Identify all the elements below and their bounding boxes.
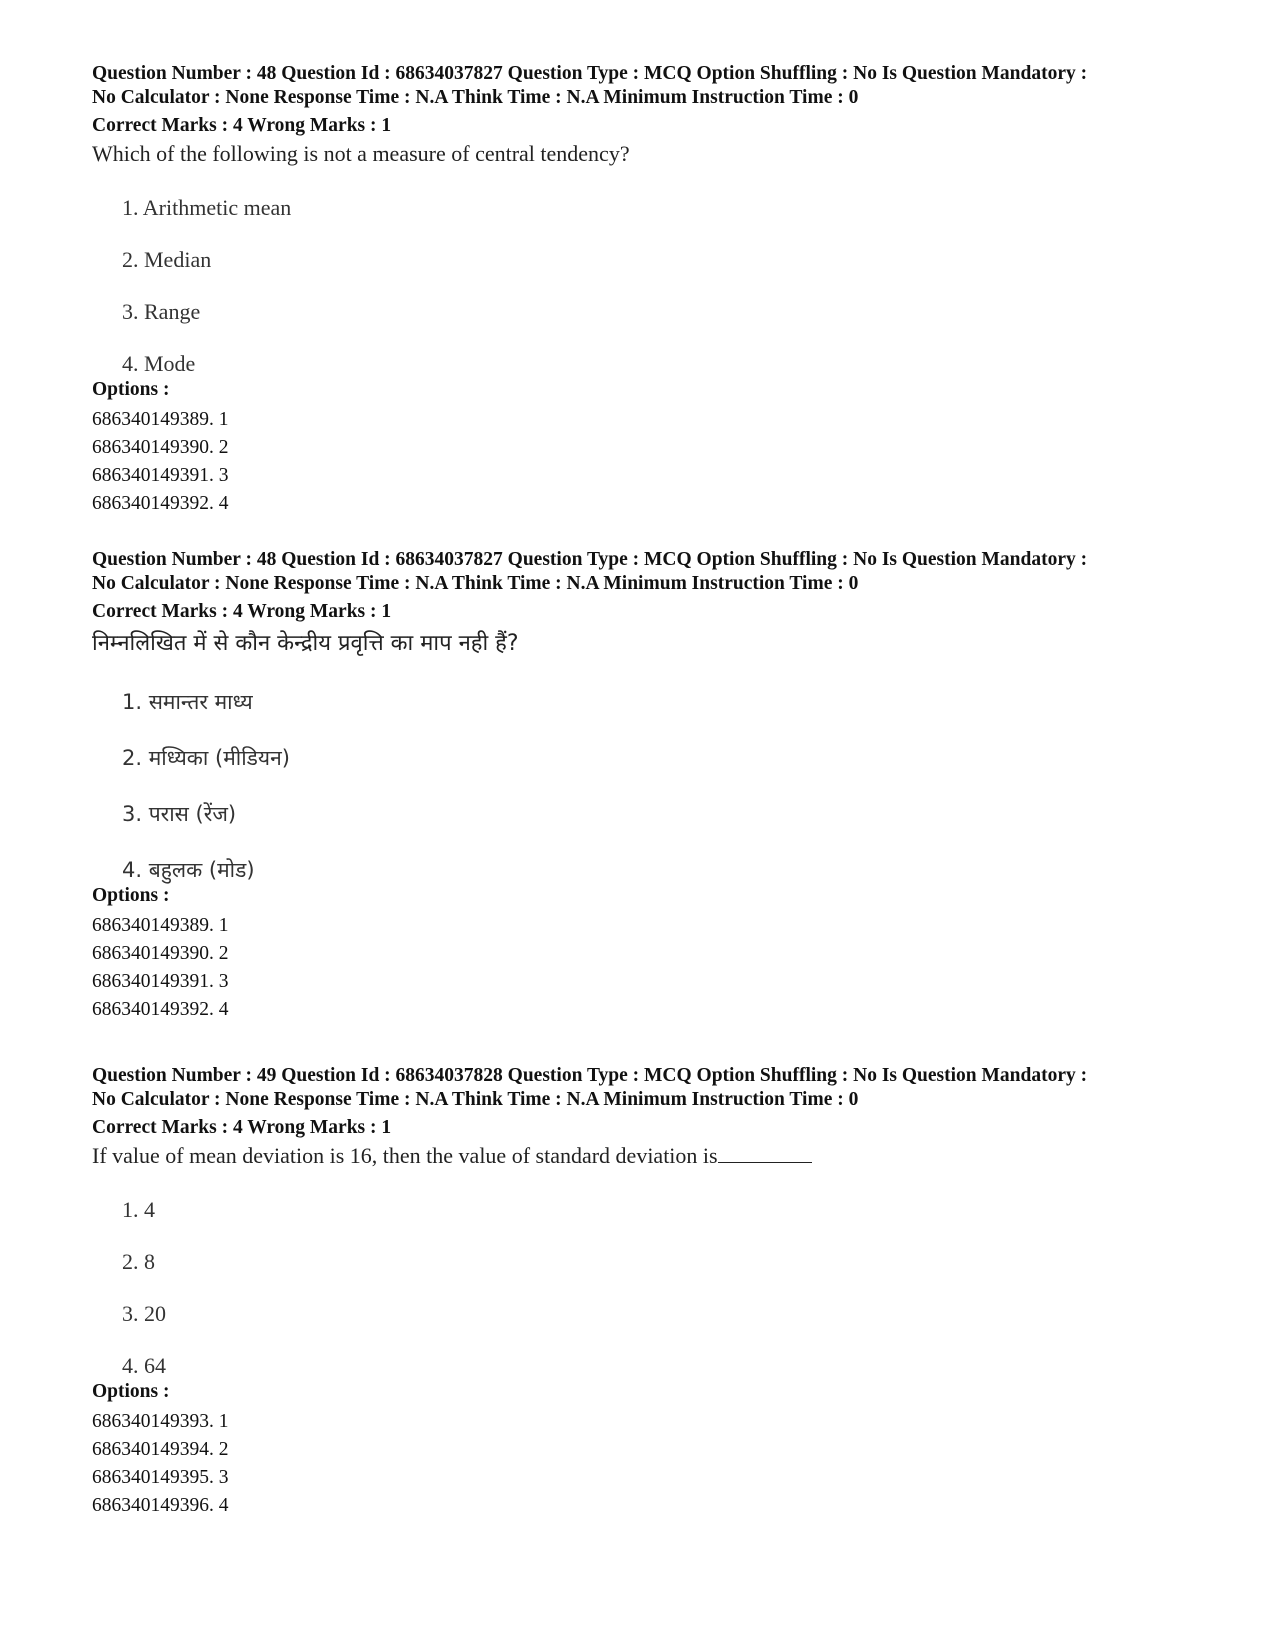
choice-item: 1. समान्तर माध्य <box>122 690 253 714</box>
question-meta-line-1: Question Number : 48 Question Id : 68634037827 Question Type : MCQ Option Shuffling : No Is Question Mandatory : <box>92 549 1088 570</box>
question-text: निम्नलिखित में से कौन केन्द्रीय प्रवृत्ति का माप नही हैं? <box>92 631 519 656</box>
question-marks: Correct Marks : 4 Wrong Marks : 1 <box>92 601 392 622</box>
option-id-item: 686340149394. 2 <box>92 1439 229 1460</box>
option-id-item: 686340149396. 4 <box>92 1495 229 1516</box>
answer-blank <box>718 1142 812 1163</box>
option-id-item: 686340149390. 2 <box>92 437 229 458</box>
option-id-item: 686340149392. 4 <box>92 493 229 514</box>
question-meta-line-1: Question Number : 48 Question Id : 68634037827 Question Type : MCQ Option Shuffling : No Is Question Mandatory : <box>92 63 1088 84</box>
question-marks: Correct Marks : 4 Wrong Marks : 1 <box>92 115 392 136</box>
choice-item: 4. 64 <box>122 1353 166 1378</box>
option-id-item: 686340149389. 1 <box>92 915 229 936</box>
choice-item: 1. 4 <box>122 1197 155 1222</box>
choice-item: 2. मध्यिका (मीडियन) <box>122 746 290 770</box>
question-text: Which of the following is not a measure of central tendency? <box>92 141 630 166</box>
option-id-item: 686340149391. 3 <box>92 971 229 992</box>
question-marks: Correct Marks : 4 Wrong Marks : 1 <box>92 1117 392 1138</box>
choice-item: 3. परास (रेंज) <box>122 802 237 826</box>
option-id-item: 686340149393. 1 <box>92 1411 229 1432</box>
option-id-list <box>92 912 1212 1024</box>
choice-item: 2. Median <box>122 247 212 272</box>
choice-list <box>92 1196 1212 1380</box>
choice-list <box>92 688 1212 884</box>
question-meta-line-2: No Calculator : None Response Time : N.A Think Time : N.A Minimum Instruction Time : 0 <box>92 1089 859 1110</box>
option-id-list <box>92 406 1212 518</box>
choice-item: 3. Range <box>122 299 201 324</box>
option-id-item: 686340149392. 4 <box>92 999 229 1020</box>
question-block-3 <box>92 1064 1212 1520</box>
choice-list <box>92 194 1212 378</box>
options-label: Options : <box>92 379 170 400</box>
choice-item: 4. Mode <box>122 351 196 376</box>
question-block-1 <box>92 62 1212 518</box>
choice-item: 1. Arithmetic mean <box>122 195 292 220</box>
choice-item: 2. 8 <box>122 1249 155 1274</box>
question-text-wrapper <box>92 1142 1212 1170</box>
options-label: Options : <box>92 885 170 906</box>
question-meta-line-1: Question Number : 49 Question Id : 68634037828 Question Type : MCQ Option Shuffling : No Is Question Mandatory : <box>92 1065 1088 1086</box>
choice-item: 3. 20 <box>122 1301 166 1326</box>
option-id-list <box>92 1408 1212 1520</box>
choice-item: 4. बहुलक (मोड) <box>122 858 255 882</box>
question-meta-line-2: No Calculator : None Response Time : N.A Think Time : N.A Minimum Instruction Time : 0 <box>92 573 859 594</box>
options-label: Options : <box>92 1381 170 1402</box>
question-text: If value of mean deviation is 16, then the value of standard deviation is <box>92 1143 718 1168</box>
question-block-2 <box>92 548 1212 1024</box>
option-id-item: 686340149395. 3 <box>92 1467 229 1488</box>
option-id-item: 686340149391. 3 <box>92 465 229 486</box>
option-id-item: 686340149389. 1 <box>92 409 229 430</box>
question-meta-line-2: No Calculator : None Response Time : N.A Think Time : N.A Minimum Instruction Time : 0 <box>92 87 859 108</box>
option-id-item: 686340149390. 2 <box>92 943 229 964</box>
